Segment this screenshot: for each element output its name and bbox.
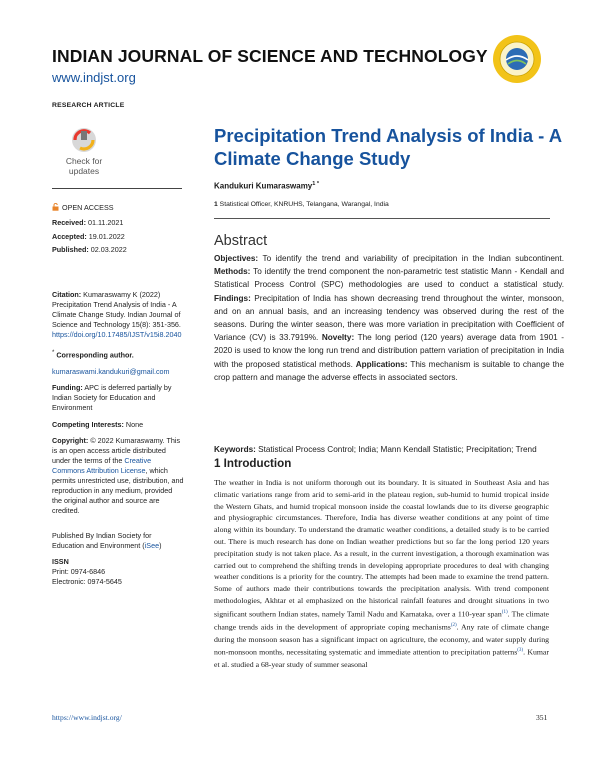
citation-label: Citation:: [52, 290, 82, 299]
abstract-heading: Abstract: [214, 233, 268, 249]
intro-text: . The climate change trends aids in the development of appropriate coping mechanisms: [214, 609, 549, 632]
open-access-label: OPEN ACCESS: [62, 203, 114, 212]
corresponding-author: * Corresponding author. kumaraswami.kandukuri@gmail.com: [52, 348, 184, 377]
open-access: [52, 203, 114, 213]
footer-url[interactable]: https://www.indjst.org/: [52, 713, 122, 722]
applications-text: This mechanism is suitable to change the crop pattern and manage the adverse effects in associated sectors.: [214, 359, 564, 382]
badge-line: updates: [68, 166, 100, 176]
affiliation-num: 1: [214, 201, 218, 208]
check-for-updates-icon: [72, 128, 96, 152]
findings-label: Findings:: [214, 293, 251, 303]
author-sup: 1 *: [312, 181, 319, 187]
journal-url[interactable]: www.indjst.org: [52, 70, 136, 85]
copyright: [52, 436, 184, 516]
citation-text: Kumaraswamy K (2022) Precipitation Trend Analysis of India - A Climate Change Study. Indian Journal of Science and Technology 15(8): 351-356.: [52, 290, 181, 329]
findings-text: Precipitation of India has shown decreasing trend throughout the winter, monsoon, and on an annual basis, and an increasing tendency was observed during the rest of the seasons. During the winter season, there was more variation in precipitation with Coefficient of Variance (CV) is 33.7919%.: [214, 293, 564, 343]
novelty-label: Novelty:: [321, 333, 355, 343]
author-name: Kandukuri Kumaraswamy: [214, 181, 313, 191]
competing-interests: [52, 420, 184, 430]
keywords-label: Keywords:: [214, 445, 256, 454]
title-line: Climate Change Study: [214, 148, 411, 169]
affiliation: [214, 201, 389, 208]
published-date: 02.03.2022: [90, 245, 127, 255]
email-link[interactable]: kumaraswami.kandukuri@gmail.com: [52, 367, 170, 377]
intro-text: . Kumar et al. studied a 68-year study of summer seasonal: [214, 647, 549, 669]
accepted-date: 19.01.2022: [88, 231, 125, 241]
introduction-body: [214, 477, 549, 671]
reference-link[interactable]: (2): [450, 623, 457, 629]
article-dates: [52, 218, 127, 259]
title-line: Precipitation Trend Analysis of India - A: [214, 125, 563, 146]
check-for-updates-badge[interactable]: [52, 125, 116, 177]
publisher: [52, 531, 184, 551]
introduction-heading: 1 Introduction: [214, 457, 292, 470]
competing-label: Competing Interests:: [52, 420, 124, 429]
citation: [52, 290, 184, 340]
issn-electronic: Electronic: 0974-5645: [52, 577, 122, 586]
publisher-close: ): [159, 541, 162, 550]
methods-label: Methods:: [214, 267, 251, 277]
author: [214, 181, 319, 191]
keywords: [214, 443, 564, 456]
divider: [214, 218, 550, 219]
publisher-text: Published By Indian Society for Education and Environment (: [52, 531, 152, 550]
copyright-label: Copyright:: [52, 436, 89, 445]
badge-line: Check for: [65, 156, 103, 166]
corresponding-label: Corresponding author.: [56, 350, 134, 360]
license-link[interactable]: Creative Commons Attribution License: [52, 456, 152, 475]
received-date: 01.11.2021: [87, 218, 124, 227]
intro-text: The weather in India is not uniform thorough out its boundary. It is situated in Southeast Asia and has climatic variations range from arid to semi-arid in the plateau region, sub-humid to humid tropical inside the Western Ghats, and humid tropical monsoon inside the coastal lowlands due to its diverse geographic and physiographic circumstances. Therefore, India has diverse weather conditions at any point of time along within its boundary. To understand the dramatic weather conditions, a detailed study is to be carried out. There is much research has done on Indian weather predictions but so far the long period 120 years precipitation study is not taken place. As a result, in the current investigation, a thorough examination was carried out to comprehend the shifting trends in developing appropriate procedures to deal with changing weather conditions is a priority for the country. The attempts had been made to examine the trend pattern. Some of authors made their contributions towards the precipitation analysis. With trend component methodologies, Akhtar et al emphasized on the historical rainfall features and drought situations in two significant southern Indian states, namely Tamil Nadu and Karnataka, over a 110-year span: [214, 478, 549, 619]
novelty-text: The long period (120 years) average data from 1901 - 2020 is used to know the long run trend and distribution pattern variation of precipitation in India with the proposed statistical methods.: [214, 333, 565, 369]
copyright-text: , which permits unrestricted use, distribution, and reproduction in any medium, provided the original author and source are credited.: [52, 466, 184, 515]
received-label: Received:: [52, 218, 86, 227]
accepted-label: Accepted:: [52, 231, 87, 241]
issn-print: Print: 0974-6846: [52, 567, 106, 576]
paper-title: [214, 124, 564, 170]
page-number: 351: [536, 713, 548, 722]
funding: [52, 383, 184, 413]
reference-link[interactable]: (3): [517, 648, 524, 654]
issn-label: ISSN: [52, 557, 69, 566]
issn: [52, 557, 184, 587]
open-lock-icon: [52, 203, 59, 211]
applications-label: Applications:: [355, 359, 408, 369]
journal-emblem-icon: [492, 34, 542, 84]
keywords-text: Statistical Process Control; India; Mann Kendall Statistic; Precipitation; Trend: [258, 445, 537, 454]
intro-text: . Any rate of climate change during the monsoon season has a significant impact on agriculture, the economy, and water supply during non-monsoon months, necessitating systematic and immediate attention to precipitation patterns: [214, 622, 549, 657]
abstract-body: [214, 252, 564, 384]
objectives-label: Objectives:: [214, 254, 259, 263]
affiliation-text: Statistical Officer, KNRUHS, Telangana, Warangal, India: [219, 201, 389, 208]
doi-link[interactable]: https://doi.org/10.17485/IJST/v15i8.2040: [52, 330, 182, 339]
isee-link[interactable]: iSee: [144, 541, 160, 550]
copyright-text: © 2022 Kumaraswamy. This is an open access article distributed under the terms of the: [52, 436, 181, 465]
journal-title: INDIAN JOURNAL OF SCIENCE AND TECHNOLOGY: [52, 46, 488, 66]
competing-text: None: [125, 420, 144, 429]
article-type: RESEARCH ARTICLE: [52, 102, 125, 109]
funding-text: APC is deferred partially by Indian Society for Education and Environment: [52, 383, 172, 412]
reference-link[interactable]: (1): [501, 609, 508, 615]
divider: [52, 188, 182, 189]
objectives-text: To identify the trend and variability of precipitation in the Indian subcontinent.: [262, 254, 564, 263]
funding-label: Funding:: [52, 383, 83, 392]
published-label: Published:: [52, 245, 89, 255]
methods-text: To identify the trend component the non-parametric test statistic Mann - Kendall and Statistical Process Control (SPC) methodologies are used to conduct a statistical study.: [214, 267, 564, 290]
